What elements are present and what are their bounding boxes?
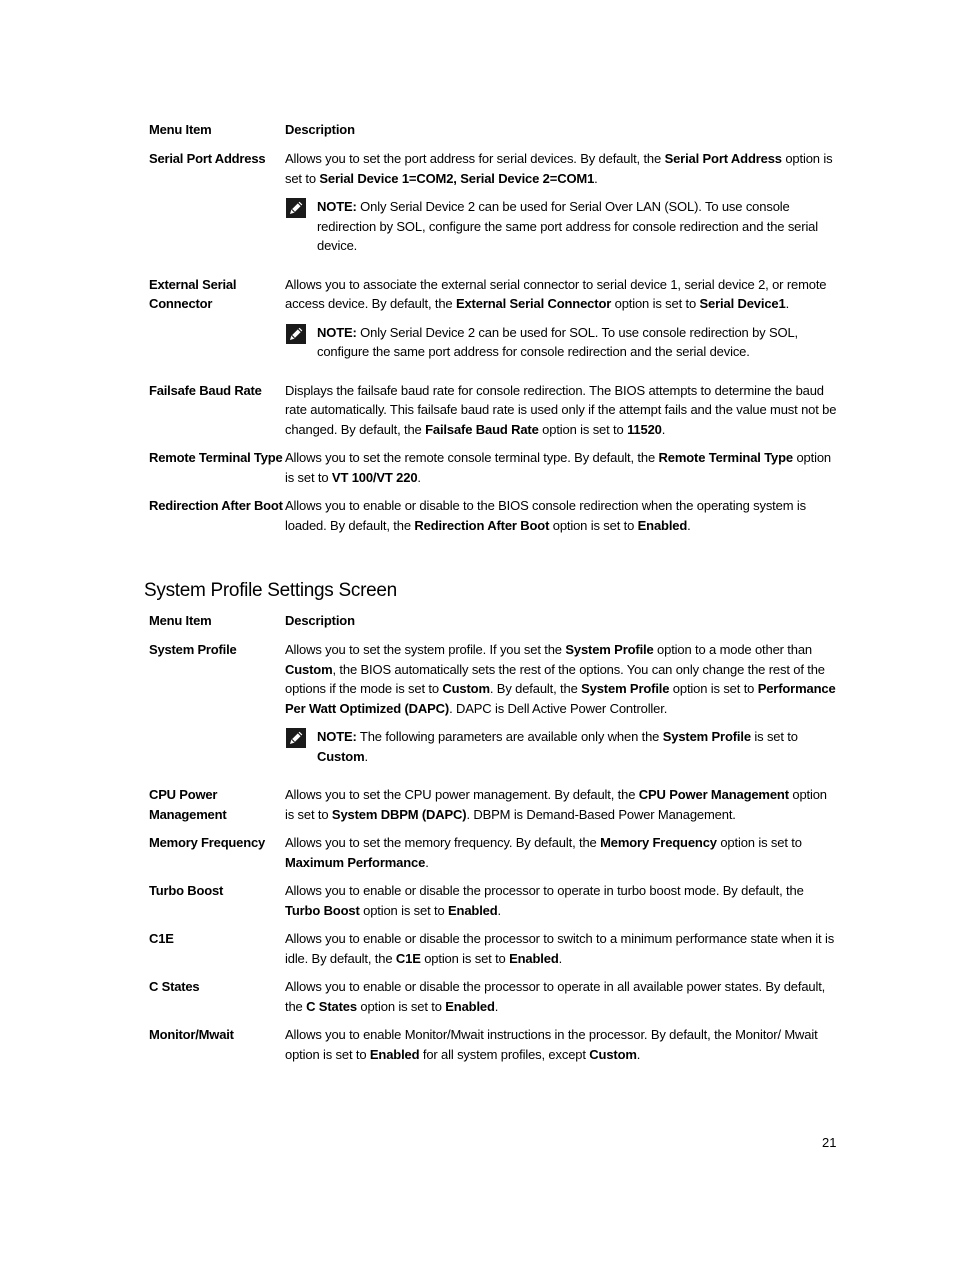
text-run: option is set to (611, 296, 700, 311)
menu-item-name: C States (149, 979, 200, 994)
header-description: Description (285, 613, 355, 628)
text-run: Allows you to set the remote console terminal type. By default, the (285, 450, 659, 465)
text-run: option is set to (356, 998, 446, 1014)
table-row (149, 1025, 839, 1064)
bold-term: Serial Device1 (699, 296, 786, 311)
text-run: option is set to (420, 950, 510, 966)
menu-item-description (285, 929, 839, 968)
page-number: 21 (822, 1135, 837, 1150)
bold-term: System Profile (662, 729, 751, 744)
table-row (149, 785, 839, 824)
note-block (285, 197, 839, 256)
bold-term: System Profile (581, 681, 670, 696)
bold-term: C States (306, 998, 357, 1014)
text-run: . (785, 296, 790, 311)
bold-term: NOTE: (317, 729, 357, 744)
menu-item-description (285, 1025, 839, 1064)
table-header (149, 611, 839, 640)
description-text (285, 381, 839, 440)
text-run: . (661, 421, 666, 437)
bold-term: VT 100/VT 220 (331, 469, 418, 485)
description-text (285, 881, 839, 920)
text-run: option is set to (285, 151, 833, 186)
text-run: option is set to (538, 421, 628, 437)
text-run: option is set to (285, 450, 831, 485)
text-run: Allows you to set the system profile. If you set the (285, 642, 566, 657)
bold-term: Serial Port Address (664, 151, 782, 166)
text-run: . (425, 854, 429, 870)
text-run: Allows you to enable Monitor/Mwait instructions in the processor. By default, the Monitor/ Mwait option is set to (285, 1027, 818, 1062)
table-row (149, 977, 839, 1016)
bold-term: Enabled (369, 1046, 420, 1062)
menu-item-description (285, 381, 839, 440)
table-row (149, 381, 839, 440)
bold-term: Performance Per Watt Optimized (DAPC) (285, 681, 836, 716)
bold-term: Enabled (448, 902, 498, 918)
text-run: Allows you to enable or disable to the BIOS console redirection when the operating system is loaded. By default, the (285, 498, 806, 533)
description-text (285, 149, 839, 188)
bold-term: NOTE: (317, 199, 357, 214)
text-run: Only Serial Device 2 can be used for SOL. To use console redirection by SOL, configure the same port address for console redirection and the serial device. (317, 324, 798, 359)
bold-term: External Serial Connector (455, 296, 612, 311)
bold-term: System DBPM (DAPC) (331, 806, 467, 822)
text-run: option is set to (669, 681, 758, 696)
bold-term: Turbo Boost (285, 902, 360, 918)
bold-term: Enabled (509, 950, 559, 966)
menu-item-name: Redirection After Boot (149, 498, 283, 513)
note-block (285, 323, 839, 362)
bold-term: Custom (317, 748, 365, 764)
text-run: . (497, 902, 501, 918)
menu-item-name: Memory Frequency (149, 835, 266, 850)
header-description: Description (285, 122, 355, 137)
text-run: Allows you to associate the external serial connector to serial device 1, serial device 2, or remote access device. By default, the (285, 276, 827, 311)
description-text (285, 496, 839, 535)
note-pencil-icon (285, 323, 307, 345)
text-run: Only Serial Device 2 can be used for Serial Over LAN (SOL). To use console redirection by SOL, configure the same port address for console redirection and the serial device. (317, 199, 818, 253)
menu-item-description (285, 640, 839, 766)
bold-term: CPU Power Management (638, 787, 789, 802)
note-text (317, 323, 839, 362)
menu-item-name: External Serial Connector (149, 276, 237, 311)
menu-item-name: CPU Power Management (149, 787, 227, 822)
menu-item-name: System Profile (149, 642, 237, 657)
text-run: is set to (750, 729, 798, 744)
bold-term: 11520 (627, 421, 662, 437)
menu-item-description (285, 881, 839, 920)
menu-item-name: Serial Port Address (149, 151, 266, 166)
text-run: Displays the failsafe baud rate for console redirection. The BIOS attempts to determine the baud rate automatically. This failsafe baud rate is used only if the attempt fails and the value must not be changed. By default, the (285, 382, 837, 437)
bold-term: Failsafe Baud Rate (425, 421, 539, 437)
note-pencil-icon (285, 727, 307, 749)
text-run: Allows you to set the memory frequency. By default, the (285, 835, 601, 850)
text-run: . (594, 170, 598, 186)
text-run: , the BIOS automatically sets the rest of the options. You can only change the rest of the options if the mode is set to (285, 661, 825, 696)
bold-term: Custom (442, 681, 490, 696)
bold-term: Maximum Performance (285, 854, 426, 870)
bold-term: Enabled (637, 517, 688, 533)
text-run: option is set to (359, 902, 449, 918)
text-run: Allows you to enable or disable the processor to operate in all available power states. By default, the (285, 979, 826, 1014)
menu-item-name: Monitor/Mwait (149, 1027, 234, 1042)
note-block (285, 727, 839, 766)
bold-term: Serial Device 1=COM2, Serial Device 2=COM1 (319, 170, 595, 186)
text-run: . (558, 950, 563, 966)
table-row (149, 448, 839, 487)
description-text (285, 785, 839, 824)
text-run: . (417, 469, 421, 485)
menu-item-name: Remote Terminal Type (149, 450, 283, 465)
menu-item-description (285, 833, 839, 872)
table-row (149, 929, 839, 968)
menu-item-description (285, 448, 839, 487)
text-run: . (687, 517, 691, 533)
text-run: . DAPC is Dell Active Power Controller. (449, 700, 668, 716)
menu-item-description (285, 977, 839, 1016)
table-row (149, 833, 839, 872)
note-text (317, 197, 839, 256)
table-header (149, 120, 839, 149)
menu-item-name: Turbo Boost (149, 883, 224, 898)
menu-item-name: Failsafe Baud Rate (149, 382, 262, 398)
text-run: for all system profiles, except (419, 1046, 590, 1062)
section-title: System Profile Settings Screen (144, 579, 397, 601)
note-pencil-icon (285, 197, 307, 219)
bold-term: Memory Frequency (600, 835, 717, 850)
bold-term: Redirection After Boot (414, 517, 550, 533)
description-text (285, 977, 839, 1016)
text-run: . (636, 1046, 641, 1062)
header-menu-item: Menu Item (149, 613, 212, 628)
system-profile-table (149, 611, 839, 1064)
menu-item-description (285, 149, 839, 256)
description-text (285, 448, 839, 487)
text-run: option is set to (716, 835, 802, 850)
bold-term: Custom (285, 661, 333, 677)
text-run: . (364, 748, 368, 764)
table-row (149, 275, 839, 362)
description-text (285, 833, 839, 872)
description-text (285, 275, 839, 314)
menu-item-description (285, 496, 839, 535)
header-menu-item: Menu Item (149, 122, 212, 137)
table-row (149, 640, 839, 766)
table-row (149, 149, 839, 256)
menu-item-name: C1E (149, 931, 174, 946)
description-text (285, 1025, 839, 1064)
note-text (317, 727, 839, 766)
table-row (149, 881, 839, 920)
text-run: Allows you to set the CPU power management. By default, the (285, 787, 639, 802)
text-run: Allows you to enable or disable the processor to operate in turbo boost mode. By default, the (285, 883, 804, 898)
description-text (285, 929, 839, 968)
menu-item-description (285, 785, 839, 824)
bold-term: System Profile (565, 642, 654, 657)
text-run: . DBPM is Demand-Based Power Management. (466, 806, 736, 822)
bold-term: C1E (395, 950, 421, 966)
text-run: Allows you to set the port address for serial devices. By default, the (285, 151, 665, 166)
text-run: Allows you to enable or disable the processor to switch to a minimum performance state when it is idle. By default, the (285, 931, 835, 966)
bold-term: Custom (589, 1046, 637, 1062)
table-row (149, 496, 839, 535)
text-run: option is set to (285, 787, 827, 822)
text-run: . By default, the (489, 681, 582, 696)
text-run: option is set to (549, 517, 638, 533)
serial-settings-table (149, 120, 839, 535)
text-run: option to a mode other than (653, 642, 812, 657)
description-text (285, 640, 839, 718)
bold-term: NOTE: (317, 324, 357, 340)
text-run: . (494, 998, 499, 1014)
menu-item-description (285, 275, 839, 362)
text-run: The following parameters are available only when the (356, 729, 663, 744)
bold-term: Remote Terminal Type (658, 450, 793, 465)
bold-term: Enabled (445, 998, 495, 1014)
